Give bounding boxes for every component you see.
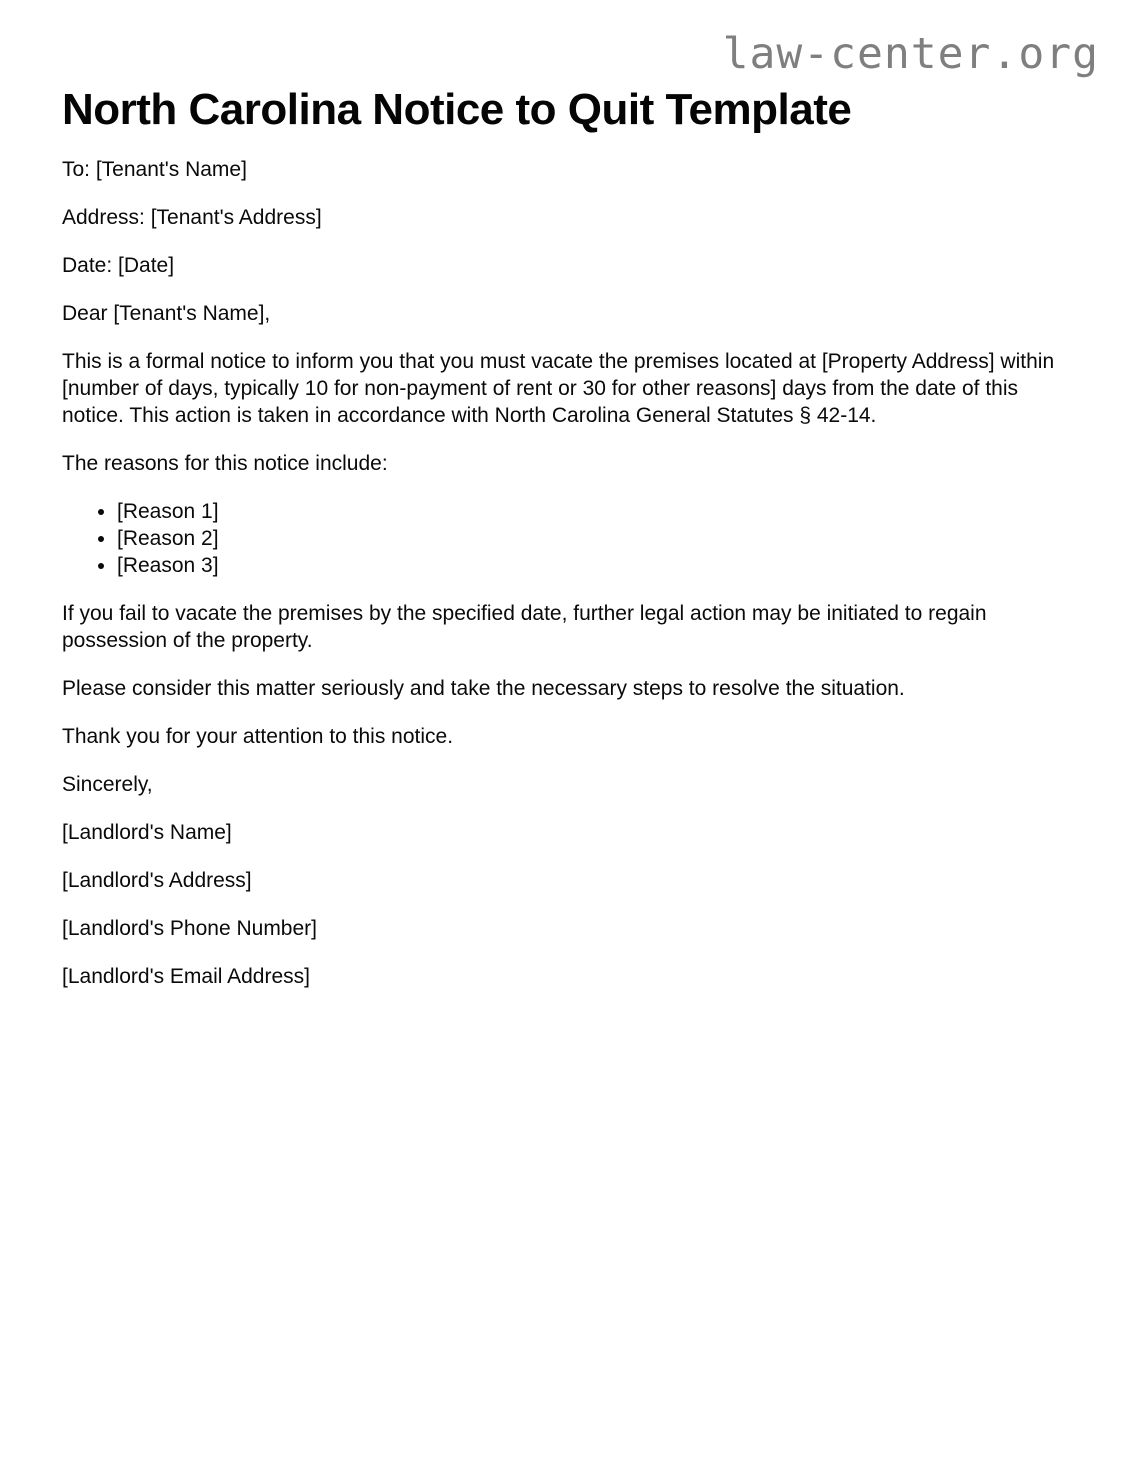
page-title: North Carolina Notice to Quit Template <box>62 85 852 134</box>
reason-item: • [Reason 3] <box>117 552 1070 579</box>
letter-body <box>62 156 1070 990</box>
reason-item: • [Reason 2] <box>117 525 1070 552</box>
landlord-name: [Landlord's Name] <box>62 821 232 844</box>
landlord-email: [Landlord's Email Address] <box>62 965 310 988</box>
reasons-list <box>62 498 1070 579</box>
landlord-phone: [Landlord's Phone Number] <box>62 917 317 940</box>
site-watermark: law-center.org <box>722 29 1099 79</box>
closing: Sincerely, <box>62 773 153 796</box>
reason-item: • [Reason 1] <box>117 498 1070 525</box>
thanks-paragraph: Thank you for your attention to this notice. <box>62 725 454 748</box>
salutation: Dear [Tenant's Name], <box>62 302 271 325</box>
consequence-paragraph: If you fail to vacate the premises by the specified date, further legal action may be initiated to regain possession of the property. <box>62 602 987 652</box>
reasons-intro: The reasons for this notice include: <box>62 452 388 475</box>
address-line: Address: [Tenant's Address] <box>62 206 322 229</box>
landlord-address: [Landlord's Address] <box>62 869 252 892</box>
date-line: Date: [Date] <box>62 254 175 277</box>
notice-paragraph: This is a formal notice to inform you that you must vacate the premises located at [Property Address] within [number of days, typically 10 for non-payment of rent or 30 for other reasons] days from the date of this notice. This action is taken in accordance with North Carolina General Statutes § 42-14. <box>62 350 1055 427</box>
request-paragraph: Please consider this matter seriously and take the necessary steps to resolve the situation. <box>62 677 905 700</box>
to-line: To: [Tenant's Name] <box>62 158 247 181</box>
